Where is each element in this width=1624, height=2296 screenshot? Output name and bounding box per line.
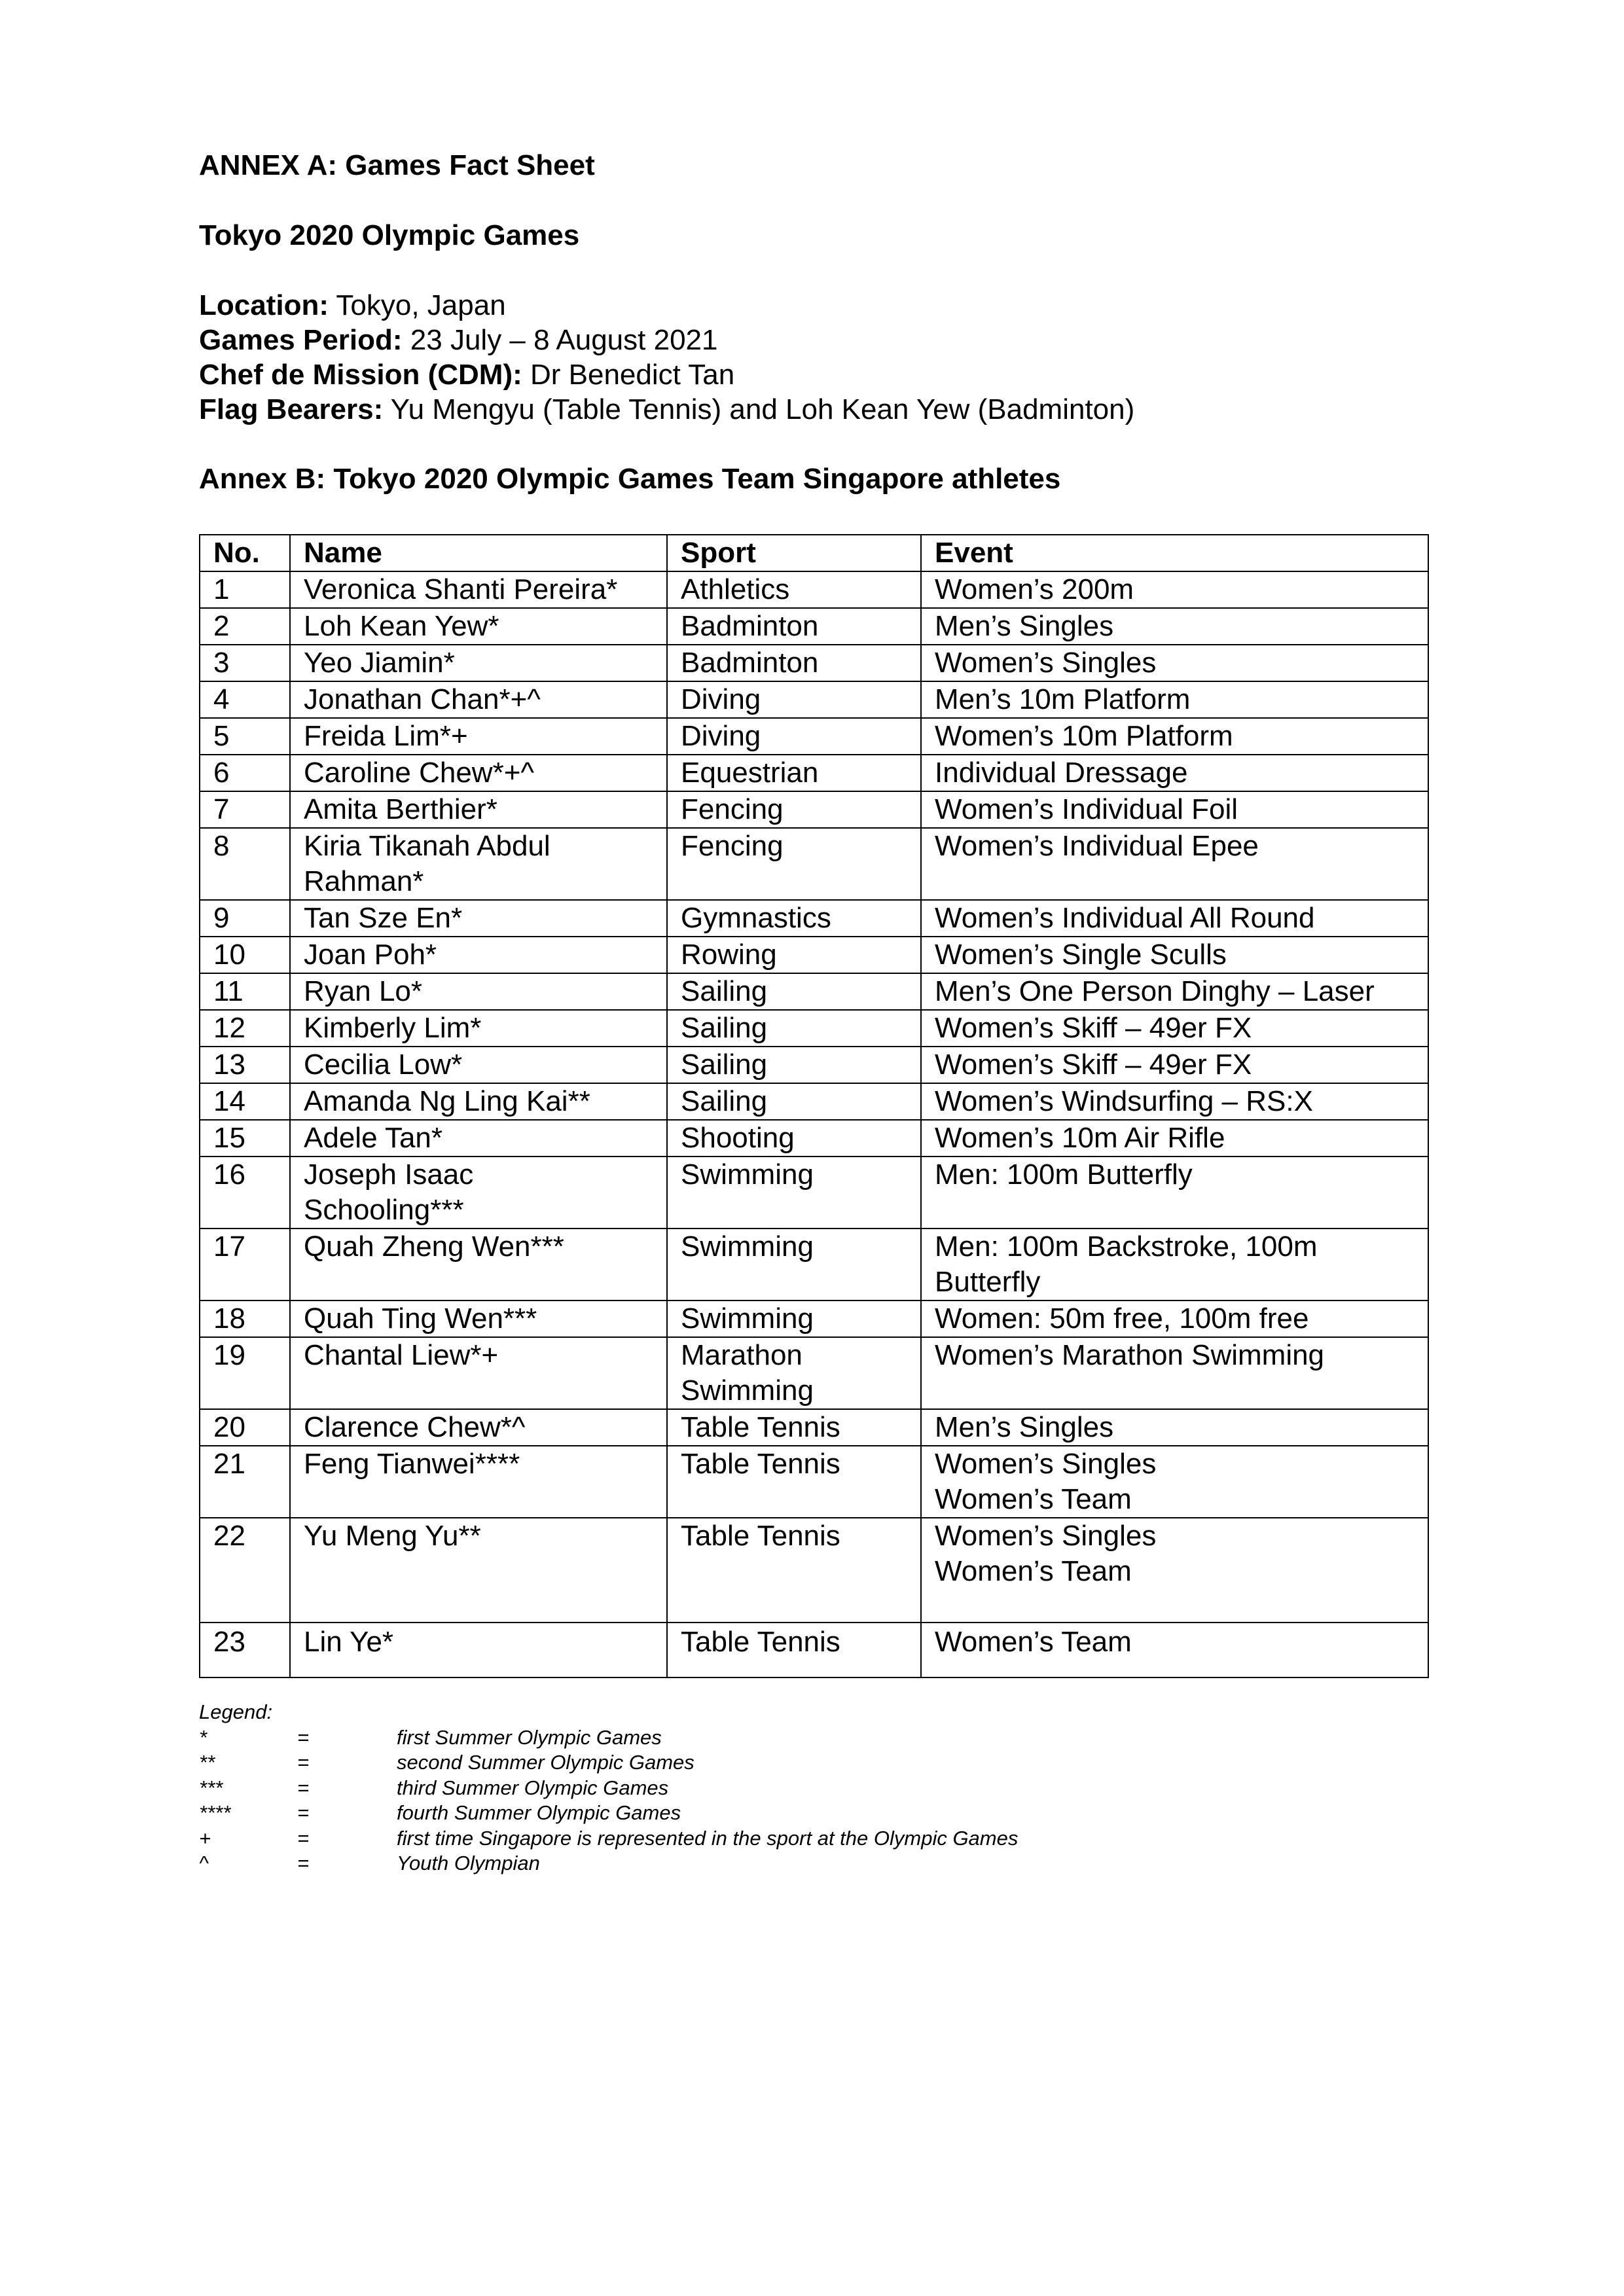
- cell-sport-line: Equestrian: [681, 757, 819, 789]
- cell-no: 18: [200, 1300, 290, 1337]
- cell-sport: [667, 1518, 921, 1623]
- table-body: [200, 571, 1428, 1677]
- table-row: [200, 718, 1428, 755]
- table-row: [200, 1337, 1428, 1409]
- annex-b-title: Annex B: Tokyo 2020 Olympic Games Team Singapore athletes: [199, 463, 1061, 495]
- cell-event: [921, 755, 1428, 791]
- cell-sport: [667, 608, 921, 645]
- cell-sport: [667, 1446, 921, 1518]
- legend-symbol: *: [199, 1725, 208, 1749]
- fact-value: Dr Benedict Tan: [522, 359, 735, 391]
- fact-chef-de-mission: [199, 357, 1134, 392]
- cell-no: 4: [200, 681, 290, 718]
- table-header-row: [200, 535, 1428, 571]
- cell-event-line: Women’s 10m Air Rifle: [935, 1122, 1225, 1154]
- cell-event-line: Women’s Single Sculls: [935, 939, 1227, 971]
- legend-description: second Summer Olympic Games: [397, 1751, 695, 1774]
- cell-name: [290, 608, 667, 645]
- cell-event: [921, 681, 1428, 718]
- cell-event-line: Women’s Singles: [935, 1448, 1157, 1480]
- cell-event-line: Women’s Singles: [935, 1520, 1157, 1552]
- cell-event-line: Women’s Skiff – 49er FX: [935, 1012, 1252, 1044]
- cell-event: [921, 828, 1428, 900]
- cell-sport: [667, 1010, 921, 1047]
- fact-flag-bearers: [199, 392, 1134, 427]
- cell-sport-line: Swimming: [681, 1230, 814, 1263]
- fact-label: Location:: [199, 289, 329, 321]
- cell-name: [290, 681, 667, 718]
- cell-name: [290, 755, 667, 791]
- table-row: [200, 681, 1428, 718]
- cell-event: [921, 937, 1428, 973]
- cell-sport: [667, 1409, 921, 1446]
- cell-sport: [667, 1300, 921, 1337]
- cell-event-line: Women’s Team: [935, 1483, 1132, 1515]
- cell-no: 8: [200, 828, 290, 900]
- cell-event-line: Women’s Skiff – 49er FX: [935, 1049, 1252, 1081]
- cell-event: [921, 973, 1428, 1010]
- cell-sport: [667, 828, 921, 900]
- table-row: [200, 900, 1428, 937]
- cell-sport: [667, 1337, 921, 1409]
- cell-event: [921, 1083, 1428, 1120]
- cell-name: [290, 571, 667, 608]
- cell-sport-line: Diving: [681, 720, 761, 752]
- cell-name-line: Freida Lim*+: [304, 720, 468, 752]
- legend-description: first time Singapore is represented in the sport at the Olympic Games: [397, 1826, 1019, 1850]
- cell-no: 19: [200, 1337, 290, 1409]
- table-row: [200, 1623, 1428, 1677]
- cell-sport-line: Swimming: [681, 1374, 814, 1407]
- cell-no: 17: [200, 1229, 290, 1300]
- cell-name: [290, 1047, 667, 1083]
- fact-sheet: [199, 288, 1134, 427]
- cell-no: 13: [200, 1047, 290, 1083]
- cell-name-line: Feng Tianwei****: [304, 1448, 520, 1480]
- cell-no: 6: [200, 755, 290, 791]
- athletes-table: [199, 534, 1429, 1678]
- legend-item: [199, 1725, 662, 1751]
- cell-name: [290, 645, 667, 681]
- cell-sport: [667, 791, 921, 828]
- table-row: [200, 1157, 1428, 1229]
- cell-sport-line: Badminton: [681, 610, 819, 642]
- legend-item: [199, 1776, 669, 1801]
- cell-sport-line: Swimming: [681, 1302, 814, 1335]
- cell-name-line: Yu Meng Yu**: [304, 1520, 481, 1552]
- cell-sport: [667, 1229, 921, 1300]
- cell-event-line: Men: 100m Butterfly: [935, 1158, 1193, 1191]
- cell-sport-line: Swimming: [681, 1158, 814, 1191]
- legend-items: [199, 1725, 1019, 1876]
- cell-sport-line: Sailing: [681, 1012, 768, 1044]
- cell-event: [921, 1010, 1428, 1047]
- cell-sport-line: Sailing: [681, 1049, 768, 1081]
- games-title: Tokyo 2020 Olympic Games: [199, 219, 580, 251]
- cell-event: [921, 1409, 1428, 1446]
- cell-sport-line: Gymnastics: [681, 902, 831, 934]
- cell-no: 5: [200, 718, 290, 755]
- cell-no: 9: [200, 900, 290, 937]
- cell-name-line: Adele Tan*: [304, 1122, 443, 1154]
- cell-name: [290, 1623, 667, 1677]
- cell-name: [290, 1300, 667, 1337]
- cell-no: 2: [200, 608, 290, 645]
- cell-event-line: Women’s Team: [935, 1555, 1132, 1587]
- cell-name: [290, 1120, 667, 1157]
- table-row: [200, 1047, 1428, 1083]
- legend-symbol: **: [199, 1751, 215, 1774]
- cell-event: [921, 1157, 1428, 1229]
- cell-event: [921, 608, 1428, 645]
- cell-sport: [667, 645, 921, 681]
- cell-no: 10: [200, 937, 290, 973]
- cell-name: [290, 1518, 667, 1623]
- cell-event: [921, 645, 1428, 681]
- legend-symbol: +: [199, 1826, 211, 1850]
- cell-sport-line: Rowing: [681, 939, 777, 971]
- table-row: [200, 937, 1428, 973]
- cell-sport-line: Athletics: [681, 573, 790, 605]
- cell-event: [921, 1518, 1428, 1623]
- cell-name-line: Schooling***: [304, 1194, 464, 1226]
- cell-event-line: Women’s Singles: [935, 647, 1157, 679]
- cell-event: [921, 718, 1428, 755]
- cell-name-line: Quah Zheng Wen***: [304, 1230, 564, 1263]
- cell-sport-line: Table Tennis: [681, 1448, 840, 1480]
- cell-name-line: Clarence Chew*^: [304, 1411, 526, 1443]
- cell-sport-line: Table Tennis: [681, 1520, 840, 1552]
- fact-location: [199, 288, 1134, 323]
- legend-description: third Summer Olympic Games: [397, 1776, 669, 1799]
- table-row: [200, 1518, 1428, 1623]
- cell-event: [921, 1229, 1428, 1300]
- header-no: No.: [200, 535, 290, 571]
- legend: [199, 1700, 1019, 1876]
- cell-sport: [667, 755, 921, 791]
- cell-event: [921, 1300, 1428, 1337]
- table-row: [200, 791, 1428, 828]
- fact-value: Yu Mengyu (Table Tennis) and Loh Kean Yew (Badminton): [383, 393, 1135, 425]
- cell-event-line: Women’s 200m: [935, 573, 1134, 605]
- cell-event-line: Men’s Singles: [935, 610, 1114, 642]
- cell-name-line: Joan Poh*: [304, 939, 437, 971]
- table-row: [200, 1300, 1428, 1337]
- legend-equals: =: [297, 1801, 310, 1824]
- cell-name-line: Joseph Isaac: [304, 1158, 474, 1191]
- cell-no: 16: [200, 1157, 290, 1229]
- legend-item: [199, 1801, 681, 1826]
- cell-sport: [667, 1047, 921, 1083]
- cell-sport: [667, 973, 921, 1010]
- cell-name-line: Jonathan Chan*+^: [304, 683, 541, 715]
- cell-event: [921, 900, 1428, 937]
- cell-event-line: Women’s Individual Foil: [935, 793, 1238, 825]
- cell-name-line: Amanda Ng Ling Kai**: [304, 1085, 590, 1117]
- cell-sport: [667, 1120, 921, 1157]
- fact-games-period: [199, 323, 1134, 357]
- cell-no: 1: [200, 571, 290, 608]
- cell-event-line: Women’s Windsurfing – RS:X: [935, 1085, 1313, 1117]
- cell-name-line: Veronica Shanti Pereira*: [304, 573, 618, 605]
- cell-name: [290, 900, 667, 937]
- cell-name: [290, 1409, 667, 1446]
- cell-event-line: Individual Dressage: [935, 757, 1188, 789]
- fact-label: Games Period:: [199, 324, 403, 356]
- cell-event-line: Men: 100m Backstroke, 100m: [935, 1230, 1318, 1263]
- cell-no: 23: [200, 1623, 290, 1677]
- cell-name: [290, 1010, 667, 1047]
- cell-sport: [667, 1157, 921, 1229]
- cell-name: [290, 718, 667, 755]
- table-row: [200, 571, 1428, 608]
- cell-sport: [667, 718, 921, 755]
- cell-name-line: Kiria Tikanah Abdul: [304, 830, 550, 862]
- cell-event: [921, 1337, 1428, 1409]
- cell-sport: [667, 681, 921, 718]
- cell-sport: [667, 900, 921, 937]
- cell-event-line: Butterfly: [935, 1266, 1041, 1298]
- cell-sport-line: Table Tennis: [681, 1626, 840, 1658]
- header-name: Name: [290, 535, 667, 571]
- cell-event-line: Women’s Individual Epee: [935, 830, 1259, 862]
- cell-sport-line: Shooting: [681, 1122, 795, 1154]
- legend-title: Legend:: [199, 1700, 273, 1723]
- table-row: [200, 1229, 1428, 1300]
- cell-name-line: Lin Ye*: [304, 1626, 394, 1658]
- annex-a-title: ANNEX A: Games Fact Sheet: [199, 149, 595, 181]
- cell-name: [290, 973, 667, 1010]
- legend-description: first Summer Olympic Games: [397, 1725, 662, 1749]
- cell-no: 22: [200, 1518, 290, 1623]
- cell-name-line: Amita Berthier*: [304, 793, 497, 825]
- cell-sport: [667, 571, 921, 608]
- legend-symbol: ***: [199, 1776, 223, 1799]
- cell-event-line: Men’s Singles: [935, 1411, 1114, 1443]
- cell-event: [921, 571, 1428, 608]
- fact-label: Flag Bearers:: [199, 393, 384, 425]
- legend-equals: =: [297, 1826, 310, 1850]
- cell-name: [290, 1083, 667, 1120]
- legend-description: Youth Olympian: [397, 1852, 540, 1874]
- cell-event-line: Women’s Marathon Swimming: [935, 1339, 1325, 1371]
- cell-name: [290, 937, 667, 973]
- table-row: [200, 1409, 1428, 1446]
- cell-no: 15: [200, 1120, 290, 1157]
- table-row: [200, 1120, 1428, 1157]
- legend-item: [199, 1750, 695, 1776]
- legend-equals: =: [297, 1725, 310, 1749]
- cell-event-line: Men’s 10m Platform: [935, 683, 1191, 715]
- table-row: [200, 1010, 1428, 1047]
- cell-name: [290, 791, 667, 828]
- legend-symbol: ****: [199, 1801, 231, 1824]
- cell-name-line: Loh Kean Yew*: [304, 610, 499, 642]
- cell-name-line: Tan Sze En*: [304, 902, 463, 934]
- cell-name-line: Chantal Liew*+: [304, 1339, 499, 1371]
- cell-no: 11: [200, 973, 290, 1010]
- cell-no: 20: [200, 1409, 290, 1446]
- cell-event: [921, 1047, 1428, 1083]
- cell-sport-line: Marathon: [681, 1339, 803, 1371]
- cell-sport: [667, 1623, 921, 1677]
- table-row: [200, 973, 1428, 1010]
- table-row: [200, 1083, 1428, 1120]
- fact-label: Chef de Mission (CDM):: [199, 359, 522, 391]
- cell-sport-line: Table Tennis: [681, 1411, 840, 1443]
- cell-sport: [667, 937, 921, 973]
- cell-no: 14: [200, 1083, 290, 1120]
- cell-name: [290, 1157, 667, 1229]
- cell-name-line: Caroline Chew*+^: [304, 757, 535, 789]
- cell-event: [921, 1623, 1428, 1677]
- cell-sport-line: Badminton: [681, 647, 819, 679]
- cell-sport-line: Fencing: [681, 830, 784, 862]
- cell-sport-line: Diving: [681, 683, 761, 715]
- fact-value: 23 July – 8 August 2021: [402, 324, 718, 356]
- cell-event-line: Women: 50m free, 100m free: [935, 1302, 1309, 1335]
- cell-sport-line: Fencing: [681, 793, 784, 825]
- header-sport: Sport: [667, 535, 921, 571]
- header-event: Event: [921, 535, 1428, 571]
- cell-name-line: Quah Ting Wen***: [304, 1302, 537, 1335]
- legend-item: [199, 1851, 540, 1876]
- cell-name: [290, 1446, 667, 1518]
- cell-sport: [667, 1083, 921, 1120]
- cell-name-line: Rahman*: [304, 865, 424, 897]
- cell-event: [921, 791, 1428, 828]
- cell-no: 12: [200, 1010, 290, 1047]
- cell-sport-line: Sailing: [681, 1085, 768, 1117]
- cell-name: [290, 1229, 667, 1300]
- cell-name-line: Cecilia Low*: [304, 1049, 463, 1081]
- legend-equals: =: [297, 1776, 310, 1799]
- legend-item: [199, 1826, 1019, 1852]
- legend-equals: =: [297, 1751, 310, 1774]
- legend-symbol: ^: [199, 1852, 209, 1874]
- table-row: [200, 828, 1428, 900]
- table-row: [200, 1446, 1428, 1518]
- table-row: [200, 755, 1428, 791]
- cell-sport-line: Sailing: [681, 975, 768, 1007]
- cell-no: 7: [200, 791, 290, 828]
- fact-value: Tokyo, Japan: [328, 289, 506, 321]
- cell-name-line: Ryan Lo*: [304, 975, 423, 1007]
- cell-name: [290, 1337, 667, 1409]
- cell-event-line: Men’s One Person Dinghy – Laser: [935, 975, 1375, 1007]
- cell-name: [290, 828, 667, 900]
- cell-event-line: Women’s 10m Platform: [935, 720, 1233, 752]
- cell-event: [921, 1120, 1428, 1157]
- legend-description: fourth Summer Olympic Games: [397, 1801, 681, 1824]
- cell-event: [921, 1446, 1428, 1518]
- cell-event-line: Women’s Individual All Round: [935, 902, 1315, 934]
- cell-name-line: Kimberly Lim*: [304, 1012, 482, 1044]
- table-row: [200, 645, 1428, 681]
- cell-event-line: Women’s Team: [935, 1626, 1132, 1658]
- cell-no: 3: [200, 645, 290, 681]
- legend-equals: =: [297, 1852, 310, 1874]
- table-row: [200, 608, 1428, 645]
- cell-name-line: Yeo Jiamin*: [304, 647, 455, 679]
- cell-no: 21: [200, 1446, 290, 1518]
